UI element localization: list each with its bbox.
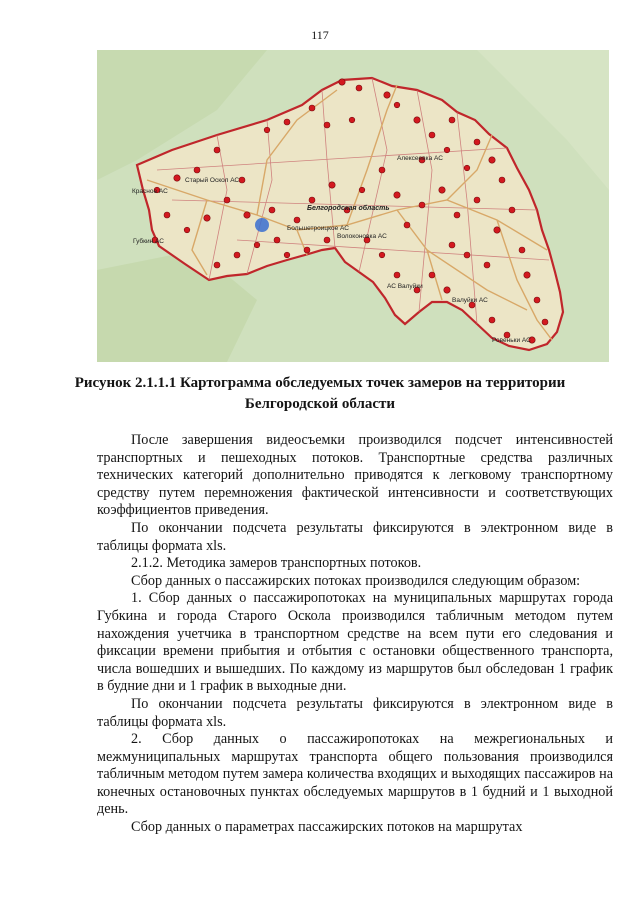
map-svg xyxy=(97,50,609,362)
caption-line-2: Белгородской области xyxy=(244,396,396,412)
page-number: 117 xyxy=(311,28,329,42)
map-label-region: Белгородская область xyxy=(307,205,390,212)
paragraph: 2. Сбор данных о пассажиропотоках на межрегиональных и межмуниципальных маршрутах транспорта общего пользования производился табличным методом путем замера количества входящих и выходящих пассажиров на конечных остановочных пунктах обследуемых маршрутов в 1 будний и 1 выходной день. xyxy=(97,731,613,818)
paragraph: Сбор данных о пассажирских потоках производился следующим образом: xyxy=(131,572,581,589)
paragraph: По окончании подсчета результаты фиксируются в электронном виде в таблицы формата xls. xyxy=(97,695,613,730)
figure-caption xyxy=(60,373,580,415)
map-label-bolshetroitskoe: Большетроицкое АС xyxy=(287,225,349,232)
map-label-rovenki: Ровеньки АС xyxy=(492,337,531,344)
map-label-valuyki-2: Валуйки АС xyxy=(452,297,488,304)
paragraph: 2.1.2. Методика замеров транспортных потоков. xyxy=(131,555,422,572)
map-label-alekseevka: Алексеевка АС xyxy=(397,155,443,162)
paragraph: По окончании подсчета результаты фиксируются в электронном виде в таблицы формата xls. xyxy=(97,519,613,554)
map-label-krasnoe: Красное АС xyxy=(132,188,168,195)
paragraph: 1. Сбор данных о пассажиропотоках на муниципальных маршрутах города Губкина и города Старого Оскола производился табличным методом путем нахождения учетчика в транспортном средстве на всем пути его следования и фиксации времени прибытия и отбытия с остановки общественного транспорта, числа вошедших и вышедших. По каждому из маршрутов был обследован 1 график в будние дни и 1 график в выходные дни. xyxy=(97,590,613,695)
caption-line-1: Рисунок 2.1.1.1 Картограмма обследуемых точек замеров на территории xyxy=(74,375,566,391)
map-label-gubkin: Губкин АС xyxy=(133,238,164,245)
body-text xyxy=(97,432,613,837)
map-label-volokonovka: Волоконовка АС xyxy=(337,233,387,240)
paragraph: Сбор данных о параметрах пассажирских потоков на маршрутах xyxy=(131,819,523,836)
region-map xyxy=(97,50,609,362)
paragraph: После завершения видеосъемки производился подсчет интенсивностей транспортных и пешеходных потоков. Транспортные средства различных технических категорий дополнительно приводятся к легковому транспортному средству путем перемножения фактической интенсивности и соответствующих коэффициентов приведения. xyxy=(97,432,613,519)
belgorod-city-marker xyxy=(255,218,269,232)
map-label-valuyki: АС Валуйки xyxy=(387,283,423,290)
map-label-stary-oskol: Старый Оскол АС xyxy=(185,177,240,184)
